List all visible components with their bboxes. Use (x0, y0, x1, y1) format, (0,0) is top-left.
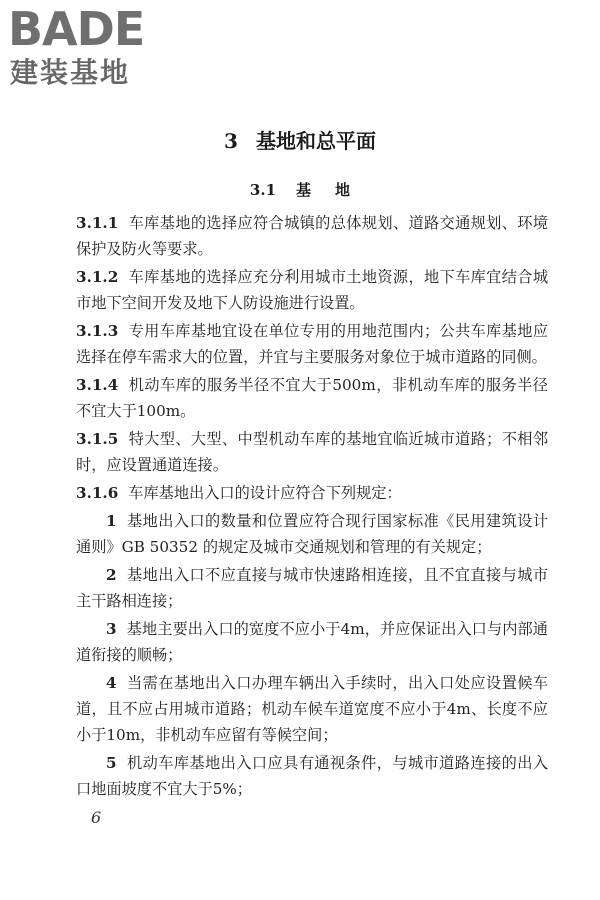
clause-number: 3.1.2 (76, 268, 119, 286)
list-item-4 (76, 670, 548, 748)
clause-text: 车库基地出入口的设计应符合下列规定： (128, 484, 402, 502)
publisher-logo (8, 4, 178, 90)
item-text: 当需在基地出入口办理车辆出入手续时，出入口处应设置候车道，且不应占用城市道路；机动车候车道宽度不应小于4m、长度不应小于10m，非机动车应留有等候空间； (76, 674, 548, 744)
list-item-5 (76, 750, 548, 802)
item-text: 基地出入口的数量和位置应符合现行国家标准《民用建筑设计通则》GB 50352 的规定及城市交通规划和管理的有关规定； (76, 512, 548, 556)
chapter-number: 3 (224, 129, 238, 153)
clause-3-1-2 (76, 264, 548, 316)
clause-number: 3.1.5 (76, 430, 119, 448)
list-item-2 (76, 562, 548, 614)
clause-3-1-3 (76, 318, 548, 370)
clause-number: 3.1.4 (76, 376, 119, 394)
list-item-1 (76, 508, 548, 560)
page-number: 6 (91, 808, 102, 827)
item-number: 2 (106, 566, 117, 584)
clause-text: 车库基地的选择应符合城镇的总体规划、道路交通规划、环境保护及防火等要求。 (76, 214, 548, 258)
chapter-heading (0, 127, 600, 155)
clause-3-1-6 (76, 480, 548, 506)
clause-3-1-4 (76, 372, 548, 424)
clause-3-1-1 (76, 210, 548, 262)
clause-number: 3.1.6 (76, 484, 119, 502)
item-text: 机动车库基地出入口应具有通视条件，与城市道路连接的出入口地面坡度不宜大于5%； (76, 754, 548, 798)
logo-wordmark: BADE (8, 2, 145, 56)
section-heading (0, 179, 600, 201)
section-number: 3.1 (249, 181, 277, 199)
item-number: 1 (106, 512, 117, 530)
item-text: 基地出入口不应直接与城市快速路相连接，且不宜直接与城市主干路相连接； (76, 566, 548, 610)
clause-number: 3.1.3 (76, 322, 119, 340)
document-body (76, 210, 548, 804)
clause-text: 机动车库的服务半径不宜大于500m，非机动车库的服务半径不宜大于100m。 (76, 376, 548, 420)
clause-text: 车库基地的选择应充分利用城市土地资源，地下车库宜结合城市地下空间开发及地下人防设施进行设置。 (76, 268, 548, 312)
item-number: 3 (106, 620, 117, 638)
clause-text: 特大型、大型、中型机动车库的基地宜临近城市道路；不相邻时，应设置通道连接。 (76, 430, 548, 474)
logo-subtitle: 建装基地 (10, 56, 131, 89)
item-number: 4 (106, 674, 117, 692)
clause-3-1-5 (76, 426, 548, 478)
section-title-part2: 地 (335, 181, 351, 199)
item-number: 5 (106, 754, 117, 772)
clause-number: 3.1.1 (76, 214, 119, 232)
section-title-part1: 基 (296, 181, 312, 199)
item-text: 基地主要出入口的宽度不应小于4m，并应保证出入口与内部通道衔接的顺畅； (76, 620, 548, 664)
clause-text: 专用车库基地宜设在单位专用的用地范围内；公共车库基地应选择在停车需求大的位置，并宜与主要服务对象位于城市道路的同侧。 (76, 322, 548, 366)
chapter-title: 基地和总平面 (255, 129, 376, 153)
list-item-3 (76, 616, 548, 668)
